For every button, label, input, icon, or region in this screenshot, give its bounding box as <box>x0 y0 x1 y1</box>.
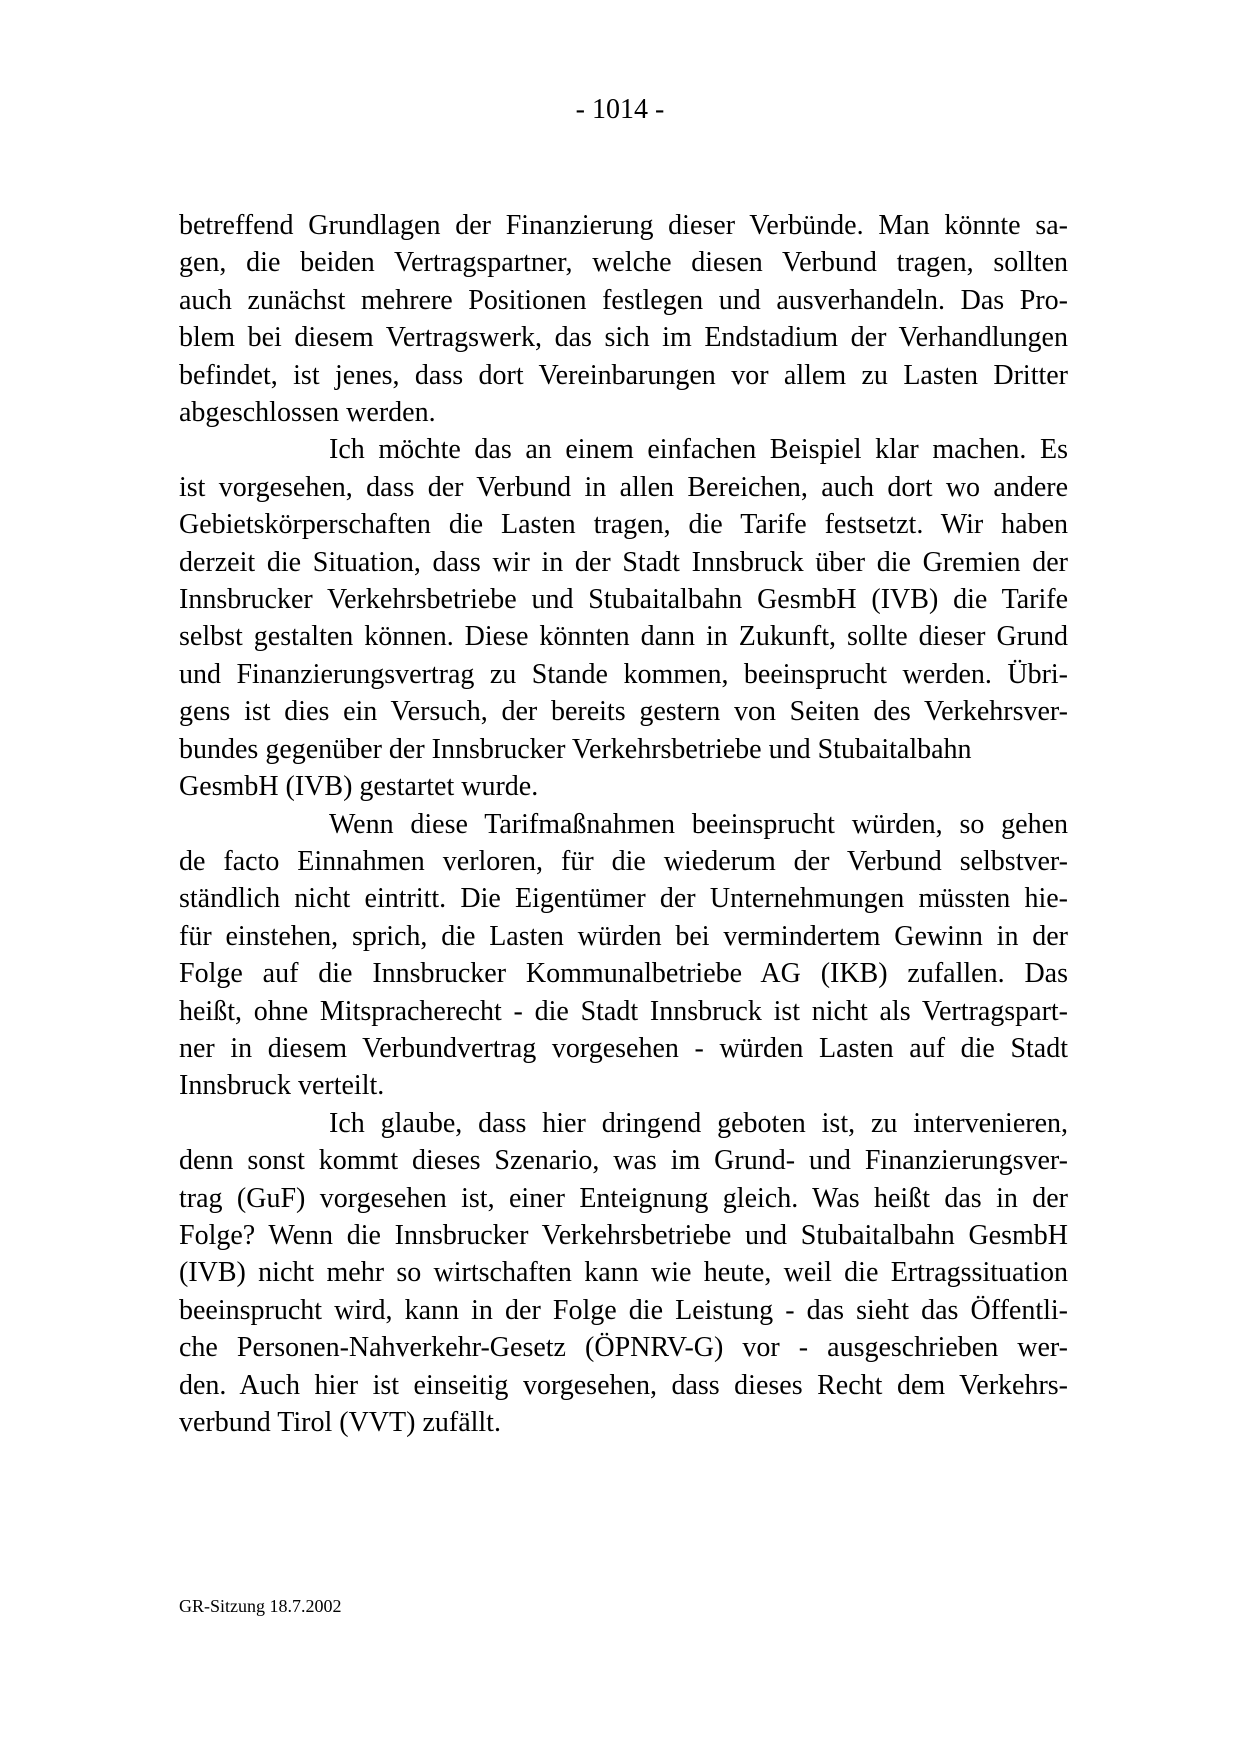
text-line: verbund Tirol (VVT) zufällt. <box>179 1407 501 1438</box>
paragraph-1 <box>179 207 1068 431</box>
text-line: (IVB) nicht mehr so wirtschaften kann wie heute, weil die Ertragssituation <box>179 1257 1068 1289</box>
page-number: - 1014 - <box>575 94 665 125</box>
text-line: blem bei diesem Vertragswerk, das sich im Endstadium der Verhandlungen <box>179 322 1068 354</box>
text-line: Ich glaube, dass hier dringend geboten ist, zu intervenieren, <box>329 1107 1068 1139</box>
text-line: Wenn diese Tarifmaßnahmen beeinsprucht würden, so gehen <box>329 808 1068 840</box>
text-line: und Finanzierungsvertrag zu Stande kommen, beeinsprucht werden. Übri- <box>179 658 1068 690</box>
text-line: GesmbH (IVB) gestartet wurde. <box>179 771 539 803</box>
text-line: selbst gestalten können. Diese könnten dann in Zukunft, sollte dieser Grund <box>179 621 1068 653</box>
text-line: Folge auf die Innsbrucker Kommunalbetriebe AG (IKB) zufallen. Das <box>179 958 1068 990</box>
text-line: heißt, ohne Mitspracherecht - die Stadt Innsbruck ist nicht als Vertragspart- <box>179 995 1068 1027</box>
text-line: Innsbrucker Verkehrsbetriebe und Stubaitalbahn GesmbH (IVB) die Tarife <box>179 584 1068 616</box>
text-line: abgeschlossen werden. <box>179 397 436 429</box>
paragraph-3 <box>179 806 1068 1105</box>
text-line: gens ist dies ein Versuch, der bereits gestern von Seiten des Verkehrsver- <box>179 696 1068 728</box>
document-body <box>179 207 1068 1441</box>
text-line: befindet, ist jenes, dass dort Vereinbarungen vor allem zu Lasten Dritter <box>179 359 1068 391</box>
paragraph-4 <box>179 1105 1068 1442</box>
text-line: betreffend Grundlagen der Finanzierung dieser Verbünde. Man könnte sa- <box>179 210 1068 241</box>
text-line: für einstehen, sprich, die Lasten würden bei vermindertem Gewinn in der <box>179 920 1068 952</box>
text-line: Ich möchte das an einem einfachen Beispiel klar machen. Es <box>329 434 1068 466</box>
text-line: ner in diesem Verbundvertrag vorgesehen - würden Lasten auf die Stadt <box>179 1032 1068 1064</box>
text-line: den. Auch hier ist einseitig vorgesehen, dass dieses Recht dem Verkehrs- <box>179 1369 1068 1401</box>
text-line: ist vorgesehen, dass der Verbund in allen Bereichen, auch dort wo andere <box>179 471 1068 503</box>
text-line: trag (GuF) vorgesehen ist, einer Enteignung gleich. Was heißt das in der <box>179 1182 1068 1214</box>
text-line: Gebietskörperschaften die Lasten tragen, die Tarife festsetzt. Wir haben <box>179 509 1068 541</box>
footer-session-date: GR-Sitzung 18.7.2002 <box>179 1596 342 1616</box>
text-line: Folge? Wenn die Innsbrucker Verkehrsbetriebe und Stubaitalbahn GesmbH <box>179 1219 1068 1251</box>
text-line: beeinsprucht wird, kann in der Folge die Leistung - das sieht das Öffentli- <box>179 1294 1068 1326</box>
text-line: gen, die beiden Vertragspartner, welche diesen Verbund tragen, sollten <box>179 247 1068 279</box>
text-line: Innsbruck verteilt. <box>179 1070 385 1102</box>
text-line: auch zunächst mehrere Positionen festlegen und ausverhandeln. Das Pro- <box>179 284 1068 316</box>
text-line: bundes gegenüber der Innsbrucker Verkehrsbetriebe und Stubaitalbahn <box>179 733 972 765</box>
text-line: denn sonst kommt dieses Szenario, was im Grund- und Finanzierungsver- <box>179 1145 1068 1177</box>
text-line: che Personen-Nahverkehr-Gesetz (ÖPNRV-G) vor - ausgeschrieben wer- <box>179 1332 1068 1364</box>
text-line: ständlich nicht eintritt. Die Eigentümer der Unternehmungen müssten hie- <box>179 883 1068 915</box>
text-line: de facto Einnahmen verloren, für die wiederum der Verbund selbstver- <box>179 845 1068 877</box>
paragraph-2 <box>179 431 1068 805</box>
text-line: derzeit die Situation, dass wir in der Stadt Innsbruck über die Gremien der <box>179 546 1068 578</box>
